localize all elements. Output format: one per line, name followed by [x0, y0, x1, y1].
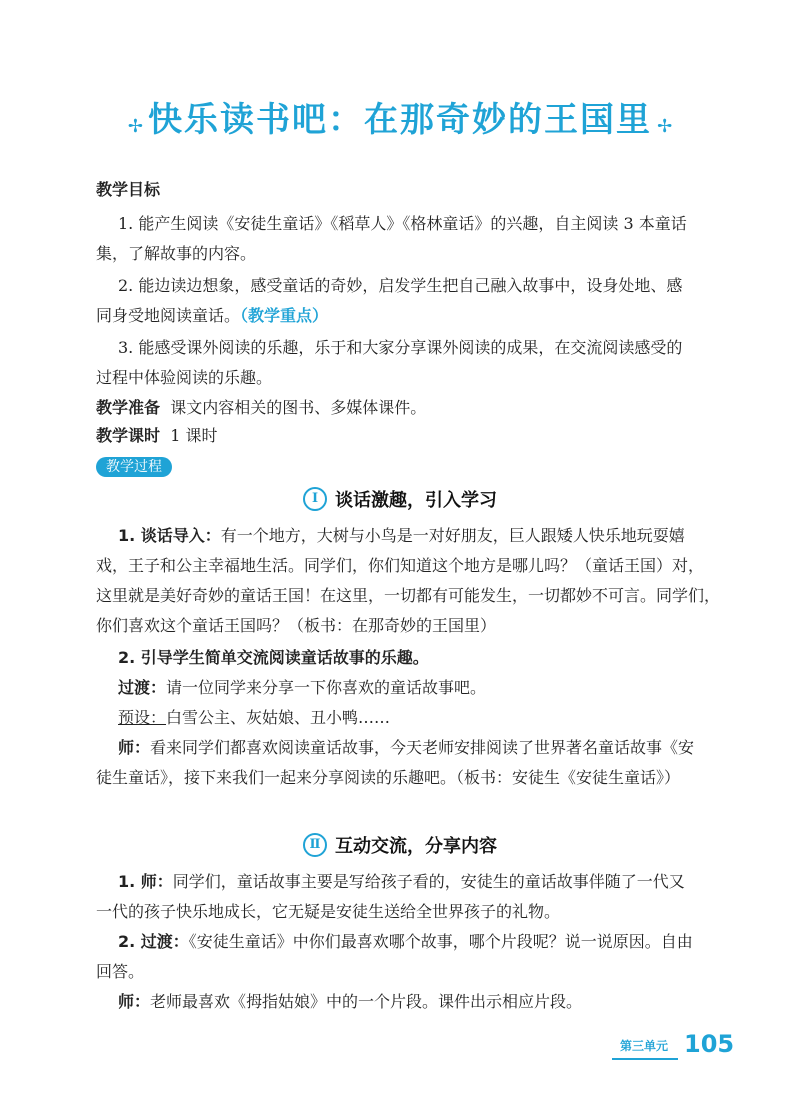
section-2-number: Ⅱ — [303, 833, 327, 857]
s1-p1-line1 — [118, 526, 748, 546]
goal-2-line2 — [96, 306, 726, 326]
s1-p5-line1 — [118, 738, 748, 758]
footer-divider — [612, 1058, 678, 1060]
s1-p3-label: 过渡： — [118, 678, 167, 697]
goal-2-text: 同身受地阅读童话。 — [96, 306, 241, 325]
s2-p2-line1 — [118, 932, 748, 952]
s1-p1-label: 1. 谈话导入： — [118, 526, 221, 545]
s2-p3-label: 师： — [118, 992, 151, 1011]
s1-p3 — [118, 678, 748, 698]
section-2-heading — [0, 832, 800, 858]
s1-p4-text: 白雪公主、灰姑娘、丑小鸭…… — [166, 708, 391, 727]
unit-label: 第三单元 — [620, 1039, 669, 1053]
s2-p1-line2: 一代的孩子快乐地成长，它无疑是安徒生送给全世界孩子的礼物。 — [96, 902, 561, 921]
goal-1-line1: 1. 能产生阅读《安徒生童话》《稻草人》《格林童话》的兴趣，自主阅读 3 本童话 — [118, 214, 687, 233]
prep-text: 课文内容相关的图书、多媒体课件。 — [170, 398, 427, 417]
period-row — [96, 426, 726, 446]
prep-label: 教学准备 — [96, 398, 161, 417]
period-label: 教学课时 — [96, 426, 161, 445]
s2-p2-text1: 《安徒生童话》中你们最喜欢哪个故事，哪个片段呢？说一说原因。自由 — [188, 932, 693, 951]
prep-row — [96, 398, 726, 418]
goal-3-line2: 过程中体验阅读的乐趣。 — [96, 368, 273, 387]
s1-p5-line2: 徒生童话》，接下来我们一起来分享阅读的乐趣吧。（板书：安徒生《安徒生童话》） — [96, 768, 681, 787]
s1-p5-label: 师： — [118, 738, 151, 757]
s1-p4-label: 预设： — [118, 708, 167, 727]
s2-p1-text1: 同学们，童话故事主要是写给孩子看的，安徒生的童话故事伴随了一代又 — [172, 872, 685, 891]
s2-p2-line2: 回答。 — [96, 962, 145, 981]
s1-p3-text: 请一位同学来分享一下你喜欢的童话故事吧。 — [166, 678, 487, 697]
s1-p1-line4: 你们喜欢这个童话王国吗？（板书：在那奇妙的王国里） — [96, 616, 497, 635]
page-title: 快乐读书吧：在那奇妙的王国里 — [148, 100, 652, 140]
period-text: 1 课时 — [170, 426, 218, 445]
s1-p1-line3: 这里就是美好奇妙的童话王国！在这里，一切都有可能发生，一切都妙不可言。同学们， — [96, 586, 721, 605]
process-badge: 教学过程 — [96, 457, 172, 477]
section-1-title: 谈话激趣，引入学习 — [335, 490, 497, 511]
s2-p1-label: 1. 师： — [118, 872, 173, 891]
section-1-number: Ⅰ — [303, 487, 327, 511]
s2-p2-label: 2. 过渡： — [118, 932, 189, 951]
flower-decoration-icon: ✢ — [127, 116, 143, 137]
section-2-title: 互动交流，分享内容 — [335, 836, 497, 857]
s1-p2: 2. 引导学生简单交流阅读童话故事的乐趣。 — [118, 648, 429, 667]
page-title-block — [0, 92, 800, 141]
goals-heading: 教学目标 — [96, 180, 161, 199]
s2-p3-text: 老师最喜欢《拇指姑娘》中的一个片段。课件出示相应片段。 — [150, 992, 583, 1011]
s1-p1-text1: 有一个地方，大树与小鸟是一对好朋友，巨人跟矮人快乐地玩耍嬉 — [220, 526, 685, 545]
section-1-heading — [0, 486, 800, 512]
key-point-tag: （教学重点） — [240, 306, 329, 325]
s2-p1-line1 — [118, 872, 748, 892]
goal-3-line1: 3. 能感受课外阅读的乐趣，乐于和大家分享课外阅读的成果，在交流阅读感受的 — [118, 338, 683, 357]
s1-p1-line2: 戏，王子和公主幸福地生活。同学们，你们知道这个地方是哪儿吗？（童话王国）对， — [96, 556, 705, 575]
goal-2-line1: 2. 能边读边想象，感受童话的奇妙，启发学生把自己融入故事中，设身处地、感 — [118, 276, 683, 295]
s2-p3 — [118, 992, 748, 1012]
s1-p5-text1: 看来同学们都喜欢阅读童话故事，今天老师安排阅读了世界著名童话故事《安 — [150, 738, 695, 757]
goal-1-line2: 集，了解故事的内容。 — [96, 244, 257, 263]
page-number: 105 — [684, 1030, 735, 1058]
flower-decoration-icon: ✢ — [657, 116, 673, 137]
s1-p4 — [118, 708, 748, 728]
